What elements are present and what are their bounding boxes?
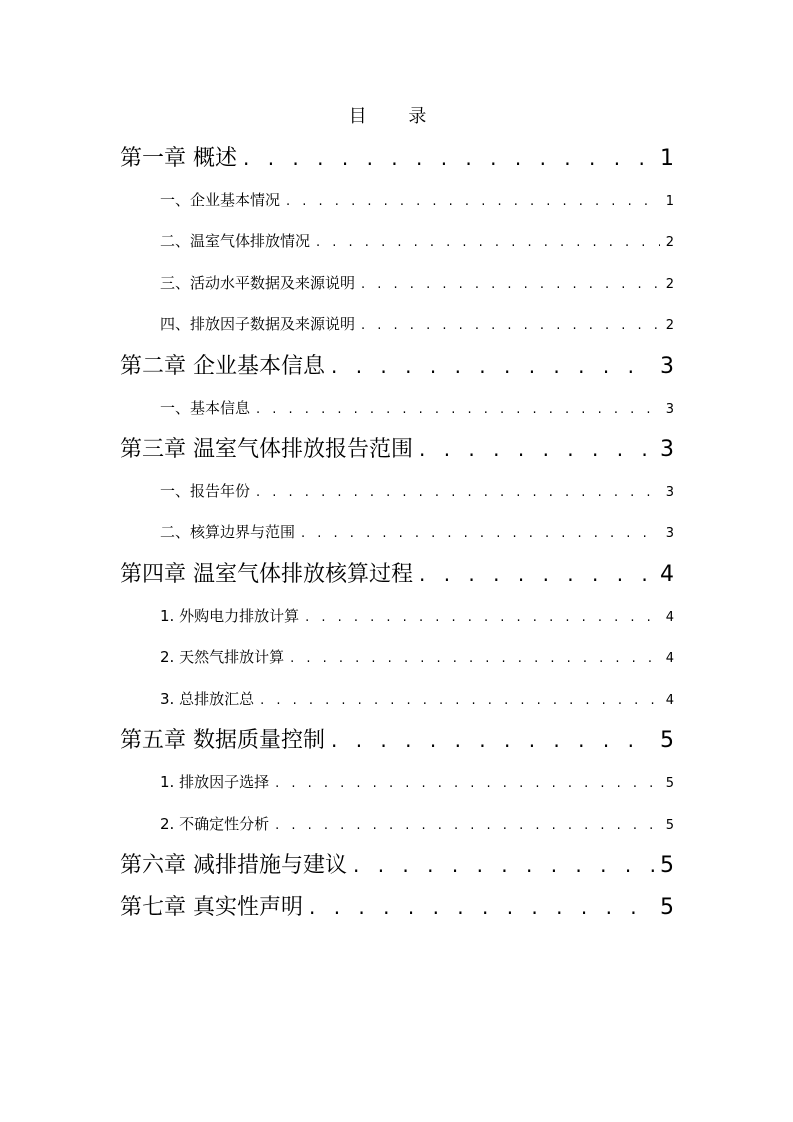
toc-dot-leader [260,680,660,721]
toc-entry-chapter-7[interactable] [120,887,674,929]
toc-page-number: 5 [665,817,674,833]
toc-dot-leader [316,222,660,263]
toc-entry-label: 二、核算边界与范围 [160,523,296,542]
toc-title: 目 录 [348,106,445,127]
toc-entry-label: 四、排放因子数据及来源说明 [160,315,356,334]
toc-entry-label: 第一章 概述 [120,146,237,171]
toc-entry-section[interactable] [160,471,674,513]
toc-page-number: 3 [660,437,674,463]
toc-entry-section[interactable] [160,263,674,305]
toc-entry-label: 1. 排放因子选择 [160,772,270,791]
toc-entry-section[interactable] [160,679,674,721]
toc-page-number: 2 [665,276,674,292]
toc-entry-label: 2. 不确定性分析 [160,814,270,833]
toc-dot-leader [331,346,654,388]
toc-entry-section[interactable] [160,388,674,430]
toc-dot-leader [419,429,654,471]
toc-dot-leader [353,845,654,887]
toc-entry-label: 第六章 减排措施与建议 [120,853,347,879]
toc-entry-chapter-6[interactable] [120,845,674,887]
toc-entry-section[interactable] [160,221,674,263]
toc-page-number: 3 [665,401,674,417]
toc-page-number: 2 [665,235,674,251]
toc-page-number: 5 [660,853,674,879]
toc-dot-leader [361,264,660,305]
toc-page-number: 3 [660,353,674,379]
toc-entry-label: 第五章 数据质量控制 [120,728,325,754]
toc-entry-section[interactable] [160,180,674,222]
toc-entry-label: 一、报告年份 [160,481,251,500]
toc-entry-label: 第四章 温室气体排放核算过程 [120,561,413,587]
toc-page-number: 5 [665,775,674,791]
toc-page-number: 1 [660,146,674,171]
toc-dot-leader [331,720,654,762]
toc-dot-leader [275,805,660,846]
toc-page-number: 3 [665,526,674,542]
toc-entry-section[interactable] [160,596,674,638]
toc-entry-label: 1. 外购电力排放计算 [160,606,300,625]
toc-page-number: 2 [665,318,674,334]
toc-entry-label: 第二章 企业基本信息 [120,353,325,379]
toc-dot-leader [256,389,660,430]
toc-entry-label: 一、企业基本情况 [160,190,281,209]
toc-entry-chapter-1[interactable] [120,138,674,180]
toc-entry-label: 第三章 温室气体排放报告范围 [120,437,413,463]
toc-dot-leader [419,554,654,596]
toc-page-number: 5 [660,728,674,754]
toc-entry-section[interactable] [160,762,674,804]
toc-dot-leader [361,305,660,346]
toc-page-number: 4 [665,609,674,625]
toc-entry-chapter-2[interactable] [120,346,674,388]
toc-entry-section[interactable] [160,512,674,554]
toc-page-number: 5 [660,894,674,920]
toc-dot-leader [301,513,660,554]
toc-entry-chapter-5[interactable] [120,720,674,762]
toc-entry-chapter-3[interactable] [120,429,674,471]
toc-page-number: 4 [665,651,674,667]
toc-dot-leader [305,597,660,638]
toc-dot-leader [290,638,660,679]
toc-dot-leader [309,887,654,929]
toc-list [0,138,793,928]
toc-dot-leader [243,138,654,180]
toc-page-number: 4 [660,561,674,587]
toc-page-number: 4 [665,692,674,708]
toc-entry-label: 三、活动水平数据及来源说明 [160,273,356,292]
toc-dot-leader [275,763,660,804]
toc-entry-label: 一、基本信息 [160,398,251,417]
toc-entry-label: 2. 天然气排放计算 [160,648,285,667]
toc-page-number: 1 [665,193,674,209]
toc-entry-label: 二、温室气体排放情况 [160,232,311,251]
toc-entry-label: 3. 总排放汇总 [160,689,255,708]
toc-entry-section[interactable] [160,804,674,846]
toc-entry-section[interactable] [160,637,674,679]
toc-entry-chapter-4[interactable] [120,554,674,596]
toc-page-number: 3 [665,484,674,500]
toc-dot-leader [256,472,660,513]
toc-entry-section[interactable] [160,304,674,346]
toc-dot-leader [286,181,660,222]
toc-entry-label: 第七章 真实性声明 [120,894,303,920]
